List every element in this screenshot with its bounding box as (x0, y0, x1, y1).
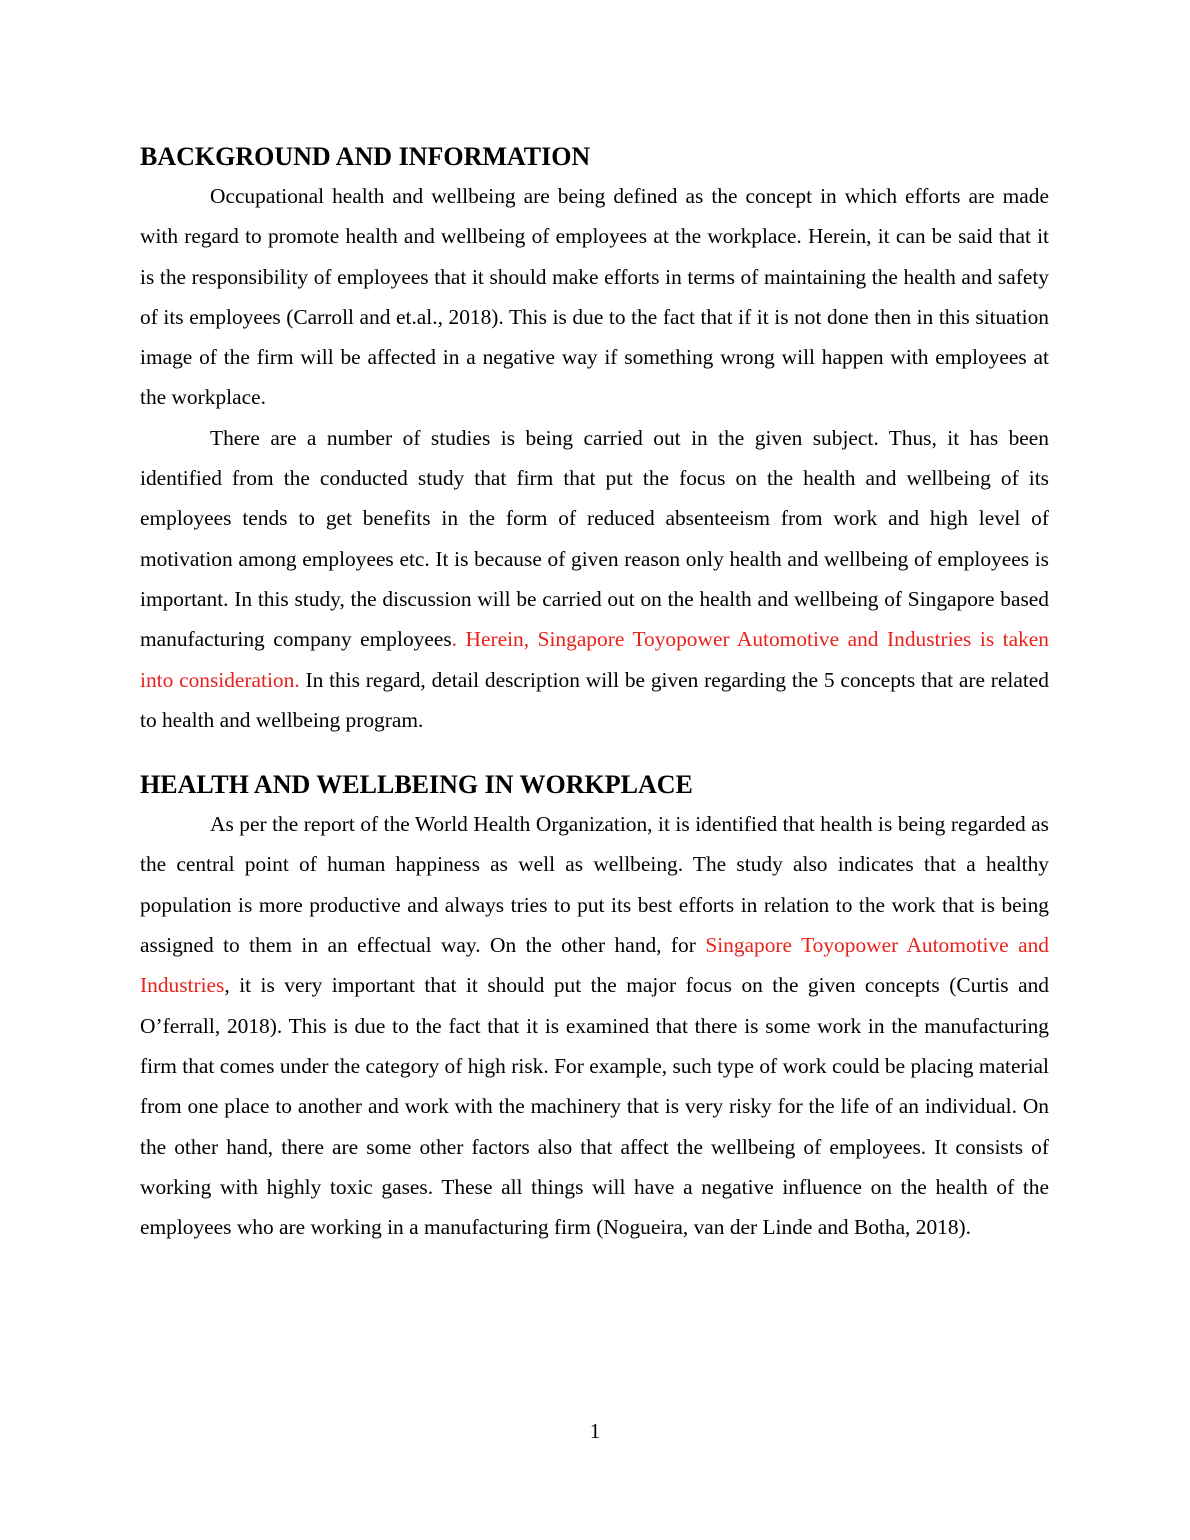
paragraph-who-text-1: As per the report of the World Health Organization, it is identified that health is being regarded as the central point of human happiness as well as wellbeing. The study also indicates that a healthy population is more productive and always tries to put its best efforts in relation to the work that is being assigned to them in an effectual way. On the other hand, for (140, 812, 1049, 958)
paragraph-studies-text-1: There are a number of studies is being carried out in the given subject. Thus, it has been identified from the conducted study that firm that put the focus on the health and wellbeing of its employees tends to get benefits in the form of reduced absenteeism from work and high level of motivation among employees etc. It is because of given reason only health and wellbeing of employees is important. In this study, the discussion will be carried out on the health and wellbeing of Singapore based manufacturing company employees (140, 425, 1049, 652)
page-content (140, 138, 1049, 1247)
paragraph-studies (140, 418, 1049, 740)
highlighted-company-text: . Herein, Singapore Toyopower Automotive and Industries is taken into consideration. (140, 627, 1049, 692)
page-number: 1 (589, 1419, 601, 1443)
section-heading-background: BACKGROUND AND INFORMATION (140, 142, 591, 171)
highlighted-company-name: Singapore Toyopower Automotive and Industries (140, 933, 1049, 998)
section-heading-health-wellbeing: HEALTH AND WELLBEING IN WORKPLACE (140, 770, 693, 800)
paragraph-studies-text-2: In this regard, detail description will be given regarding the 5 concepts that are related to health and wellbeing program. (140, 667, 1049, 732)
paragraph-who-report (140, 804, 1049, 1247)
paragraph-who-text-2: , it is very important that it should put the major focus on the given concepts (Curtis and O’ferrall, 2018). This is due to the fact that it is examined that there is some work in the manufacturing firm that comes under the category of high risk. For example, such type of work could be placing material from one place to another and work with the machinery that is very risky for the life of an individual. On the other hand, there are some other factors also that affect the wellbeing of employees. It consists of working with highly toxic gases. These all things will have a negative influence on the health of the employees who are working in a manufacturing firm (Nogueira, van der Linde and Botha, 2018). (140, 973, 1049, 1240)
paragraph-occupational-health: Occupational health and wellbeing are being defined as the concept in which efforts are made with regard to promote health and wellbeing of employees at the workplace. Herein, it can be said that it is the responsibility of employees that it should make efforts in terms of maintaining the health and safety of its employees (Carroll and et.al., 2018). This is due to the fact that if it is not done then in this situation image of the firm will be affected in a negative way if something wrong will happen with employees at the workplace. (140, 184, 1049, 410)
